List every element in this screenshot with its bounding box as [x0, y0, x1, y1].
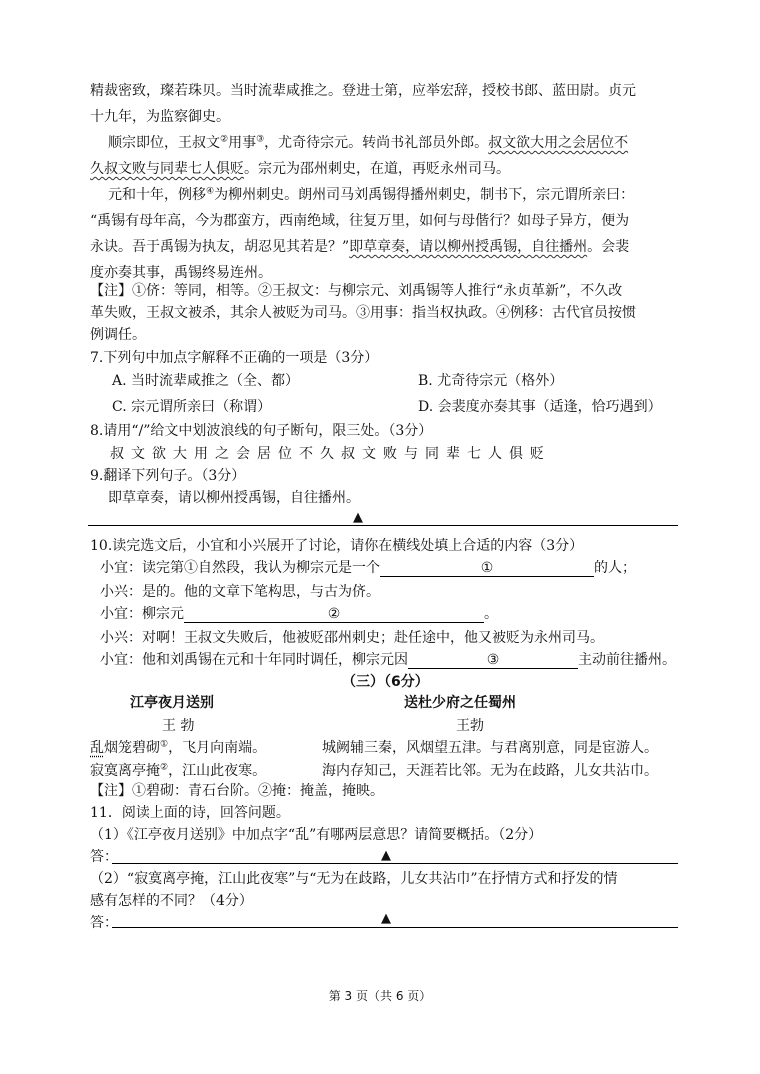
passage-line: 十九年，为监察御史。 [90, 109, 230, 125]
page-number: 第 3 页（共 6 页） [328, 989, 432, 1003]
option-d: D. 会裴度亦奏其事（适逢，恰巧遇到） [418, 399, 662, 415]
poem-1-author: 王 勃 [162, 718, 195, 734]
fill-blank-1[interactable]: ① [380, 560, 594, 577]
question-7-stem: 7.下列句中加点字解释不正确的一项是（3分） [90, 350, 379, 366]
passage-line [90, 238, 629, 256]
text: 为柳州刺史。朗州司马刘禹锡得播州刺史，制书下，宗元谓所亲曰： [214, 187, 635, 203]
dialogue-line [100, 605, 498, 623]
answer-line[interactable] [112, 863, 678, 864]
question-11-stem: 11．阅读上面的诗，回答问题。 [90, 805, 290, 821]
poem-2-title: 送杜少府之任蜀州 [404, 695, 516, 711]
text: 主动前往播州。 [578, 652, 676, 668]
note-line: 【注】①侪：等同，相等。②王叔文：与柳宗元、刘禹锡等人推行“永贞革新”，不久改 [90, 283, 623, 299]
text: 的人； [594, 560, 636, 576]
passage-line: “禹锡有母年高，今为郡蛮方，西南绝域，往复万里，如何与母偕行？如母子异方，便为 [90, 213, 630, 229]
footnote-marker: ④ [206, 186, 215, 197]
poem-1-line [90, 762, 266, 780]
poem-2-author: 王勃 [456, 718, 484, 734]
answer-line[interactable] [112, 927, 678, 928]
footnote-marker: ① [160, 739, 169, 750]
text: 。 [484, 606, 498, 622]
question-8-stem: 8.请用“/”给文中划波浪线的句子断句，限三处。（3分） [90, 423, 433, 439]
passage-line [108, 134, 628, 152]
text: 寂寞离亭掩 [90, 763, 160, 779]
question-11-sub-2: （2）“寂寞离亭掩，江山此夜寒”与“无为在歧路，儿女共沾巾”在抒情方式和抒发的情 [90, 871, 618, 887]
text: 小宜：他和刘禹锡在元和十年同时调任，柳宗元因 [100, 652, 408, 668]
question-10-stem: 10.读完选文后，小宜和小兴展开了讨论，请你在横线处填上合适的内容（3分） [90, 538, 584, 554]
dialogue-line: 小兴：对啊！王叔文失败后，他被贬邵州刺史；赴任途中，他又被贬为永州司马。 [100, 630, 604, 646]
answer-marker: ▲ [381, 911, 391, 926]
dialogue-line [100, 559, 636, 577]
text: 。会裴 [587, 239, 630, 255]
question-9-sentence: 即草章奏，请以柳州授禹锡，自往播州。 [108, 490, 360, 506]
poem-1-line [90, 739, 266, 757]
answer-label: 答： [90, 915, 118, 931]
note-line: 例调任。 [90, 327, 146, 343]
answer-line[interactable] [88, 525, 678, 526]
fill-blank-2[interactable]: ② [184, 606, 484, 623]
passage-line [90, 160, 510, 178]
dotted-char: 乱 [90, 740, 104, 756]
dialogue-line: 小兴：是的。他的文章下笔构思，与古为侪。 [100, 584, 380, 600]
answer-label: 答： [90, 849, 118, 865]
poem-notes: 【注】①碧砌：青石台阶。②掩：掩盖，掩映。 [90, 783, 384, 799]
option-b: B. 尤奇待宗元（格外） [418, 373, 564, 389]
text: 用事 [228, 135, 257, 151]
dialogue-line [100, 651, 676, 669]
wavy-underlined-text: 久叔文败与同辈七人俱贬 [90, 161, 244, 177]
text: 。宗元为邵州刺史，在道，再贬永州司马。 [244, 161, 510, 177]
text: 顺宗即位，王叔文 [108, 135, 220, 151]
question-9-stem: 9.翻译下列句子。（3分） [90, 468, 246, 484]
answer-marker: ▲ [381, 848, 391, 863]
question-8-sentence: 叔文欲大用之会居位不久叔文败与同辈七人俱贬 [110, 446, 551, 462]
poem-2-line: 城阙辅三秦，风烟望五津。与君离别意，同是宦游人。 [322, 740, 658, 756]
text: 永诀。吾于禹锡为执友，胡忍见其若是？” [90, 239, 350, 255]
section-heading: （三）（6分） [342, 674, 429, 690]
text: ，尤奇待宗元。转尚书礼部员外郎。 [264, 135, 489, 151]
question-11-sub-1: （1）《江亭夜月送别》中加点字“乱”有哪两层意思？请简要概括。（2分） [90, 827, 543, 843]
text: 小宜：柳宗元 [100, 606, 184, 622]
text: 元和十年，例移 [108, 187, 206, 203]
footnote-marker: ② [160, 762, 169, 773]
answer-marker: ▲ [353, 510, 363, 525]
question-11-sub-2-cont: 感有怎样的不同？（4分） [90, 893, 253, 909]
poem-2-line: 海内存知己，天涯若比邻。无为在歧路，儿女共沾巾。 [322, 763, 658, 779]
fill-blank-3[interactable]: ③ [408, 652, 578, 669]
footnote-marker: ③ [256, 134, 265, 145]
note-line: 革失败，王叔文被杀，其余人被贬为司马。③用事：指当权执政。④例移：古代官员按惯 [90, 305, 636, 321]
text: 小宜：读完第①自然段，我认为柳宗元是一个 [100, 560, 380, 576]
text: ，江山此夜寒。 [168, 763, 267, 779]
text: 烟笼碧砌 [104, 740, 160, 756]
wavy-underlined-text: 叔文欲大用之会居位不 [488, 135, 629, 151]
text: ，飞月向南端。 [168, 740, 267, 756]
footnote-marker: ② [220, 134, 229, 145]
wavy-underlined-text: 即草章奏，请以柳州授禹锡，自往播州 [349, 239, 588, 255]
passage-line: 精裁密致，璨若珠贝。当时流辈咸推之。登进士第，应举宏辞，授校书郎、蓝田尉。贞元 [90, 83, 636, 99]
passage-line: 度亦奏其事，禹锡终易连州。 [90, 265, 272, 281]
poem-1-title: 江亭夜月送别 [130, 695, 214, 711]
passage-line [108, 186, 634, 204]
option-c: C. 宗元谓所亲曰（称谓） [112, 399, 272, 415]
option-a: A. 当时流辈咸推之（全、都） [112, 373, 300, 389]
